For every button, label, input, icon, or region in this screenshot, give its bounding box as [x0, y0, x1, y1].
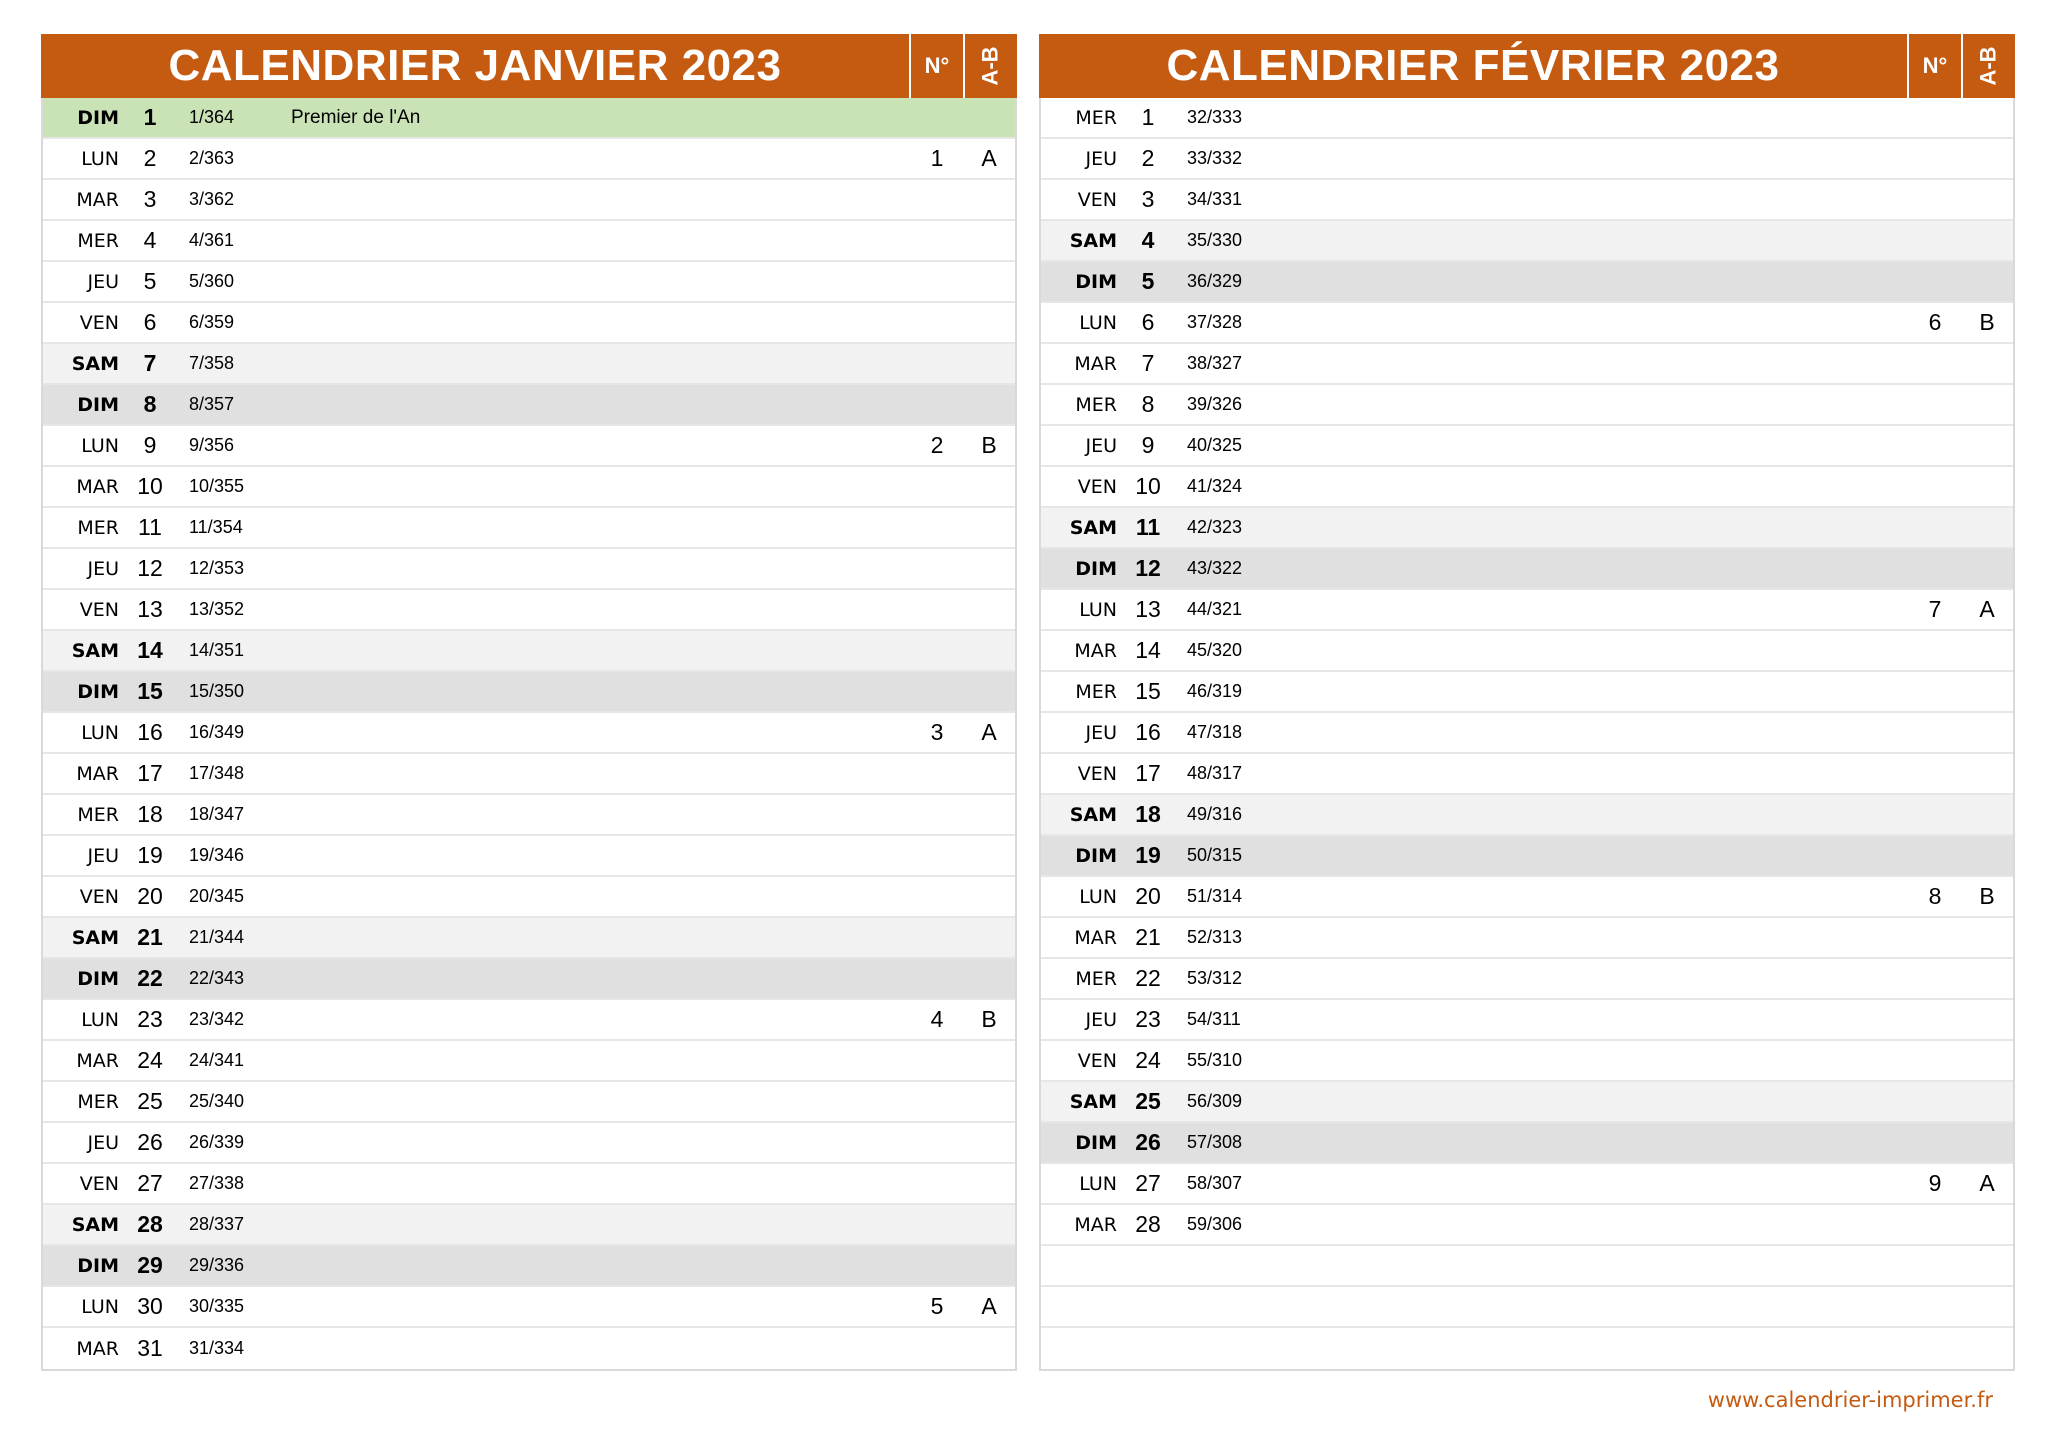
day-name: LUN	[1079, 598, 1117, 621]
day-name: LUN	[81, 147, 119, 170]
day-of-year: 2/363	[189, 148, 235, 168]
day-number: 13	[1135, 596, 1161, 622]
day-row	[1041, 467, 2013, 508]
ab-column-header	[963, 34, 1017, 98]
day-number: 7	[143, 350, 157, 376]
day-of-year: 46/319	[1187, 681, 1243, 701]
day-of-year: 33/332	[1187, 148, 1243, 168]
day-of-year: 39/326	[1187, 394, 1243, 414]
day-name: MER	[1075, 967, 1117, 990]
day-of-year: 14/351	[189, 640, 245, 660]
day-number: 17	[137, 760, 163, 786]
day-of-year: 8/357	[189, 394, 235, 414]
day-row	[43, 672, 1015, 713]
day-number: 10	[137, 473, 163, 499]
ab-column-header-label: A-B	[977, 46, 1003, 86]
day-name: SAM	[71, 639, 119, 662]
day-of-year: 3/362	[189, 189, 235, 209]
day-row	[43, 180, 1015, 221]
day-row	[43, 795, 1015, 836]
day-row	[43, 959, 1015, 1000]
day-row	[1041, 221, 2013, 262]
day-row	[1041, 1041, 2013, 1082]
day-row	[1041, 139, 2013, 180]
day-of-year: 40/325	[1187, 435, 1243, 455]
day-row	[1041, 344, 2013, 385]
day-of-year: 35/330	[1187, 230, 1243, 250]
day-name: DIM	[1075, 844, 1117, 867]
day-name: SAM	[71, 926, 119, 949]
day-row	[1041, 1205, 2013, 1246]
day-of-year: 6/359	[189, 312, 235, 332]
day-number: 20	[137, 883, 163, 909]
week-ab: B	[981, 432, 997, 458]
day-name: MAR	[76, 1049, 119, 1072]
week-number: 5	[930, 1293, 944, 1319]
day-number: 30	[137, 1293, 163, 1319]
week-number: 9	[1928, 1170, 1942, 1196]
calendar-february	[1039, 34, 2015, 1371]
day-number: 19	[137, 842, 163, 868]
day-of-year: 31/334	[189, 1338, 245, 1358]
day-row	[1041, 836, 2013, 877]
day-number: 5	[1141, 268, 1155, 294]
day-number: 12	[137, 555, 163, 581]
day-name: DIM	[77, 106, 119, 129]
day-number: 23	[137, 1006, 163, 1032]
day-name: JEU	[1085, 1008, 1117, 1031]
day-number: 11	[1135, 514, 1161, 540]
day-name: JEU	[1085, 147, 1117, 170]
day-name: SAM	[71, 352, 119, 375]
day-row	[1041, 180, 2013, 221]
day-of-year: 18/347	[189, 804, 245, 824]
day-row	[1041, 918, 2013, 959]
day-name: JEU	[87, 557, 119, 580]
day-name: MAR	[76, 762, 119, 785]
day-number: 24	[1135, 1047, 1161, 1073]
day-name: MAR	[76, 188, 119, 211]
day-of-year: 23/342	[189, 1009, 245, 1029]
day-row	[43, 508, 1015, 549]
day-name: VEN	[79, 885, 119, 908]
day-name: VEN	[79, 1172, 119, 1195]
day-row	[43, 344, 1015, 385]
day-of-year: 55/310	[1187, 1050, 1243, 1070]
day-of-year: 51/314	[1187, 886, 1243, 906]
day-number: 6	[1141, 309, 1155, 335]
day-row	[43, 1041, 1015, 1082]
day-name: SAM	[1069, 516, 1117, 539]
week-number: 1	[930, 145, 944, 171]
day-number: 25	[137, 1088, 163, 1114]
day-of-year: 47/318	[1187, 722, 1243, 742]
day-of-year: 17/348	[189, 763, 245, 783]
day-name: DIM	[77, 1254, 119, 1277]
week-number: 8	[1928, 883, 1942, 909]
week-number: 4	[930, 1006, 944, 1032]
day-number: 21	[137, 924, 163, 950]
day-name: MER	[1075, 393, 1117, 416]
day-number: 4	[143, 227, 157, 253]
day-of-year: 34/331	[1187, 189, 1243, 209]
day-number: 19	[1135, 842, 1161, 868]
day-of-year: 48/317	[1187, 763, 1243, 783]
day-row	[1041, 672, 2013, 713]
day-number: 6	[143, 309, 157, 335]
ab-column-header	[1961, 34, 2015, 98]
day-of-year: 4/361	[189, 230, 235, 250]
day-of-year: 12/353	[189, 558, 245, 578]
day-name: SAM	[71, 1213, 119, 1236]
day-row	[1041, 1082, 2013, 1123]
day-number: 27	[1135, 1170, 1161, 1196]
day-name: JEU	[1085, 434, 1117, 457]
day-number: 5	[143, 268, 157, 294]
day-name: JEU	[87, 270, 119, 293]
day-row	[1041, 1000, 2013, 1041]
day-number: 29	[137, 1252, 163, 1278]
day-row	[43, 262, 1015, 303]
day-row	[43, 385, 1015, 426]
week-number: 7	[1928, 596, 1942, 622]
day-of-year: 44/321	[1187, 599, 1243, 619]
day-of-year: 11/354	[189, 517, 243, 537]
day-of-year: 41/324	[1187, 476, 1243, 496]
day-name: MER	[1075, 680, 1117, 703]
day-of-year: 38/327	[1187, 353, 1243, 373]
day-number: 7	[1141, 350, 1155, 376]
day-row	[1041, 959, 2013, 1000]
month-title: CALENDRIER JANVIER 2023	[168, 41, 782, 90]
day-row	[43, 713, 1015, 754]
day-name: DIM	[77, 393, 119, 416]
website-link[interactable]: www.calendrier-imprimer.fr	[1707, 1388, 1993, 1412]
day-row	[1041, 549, 2013, 590]
day-number: 20	[1135, 883, 1161, 909]
day-number: 25	[1135, 1088, 1161, 1114]
day-name: JEU	[87, 1131, 119, 1154]
day-number: 22	[137, 965, 163, 991]
day-name: MAR	[1074, 639, 1117, 662]
day-name: MER	[77, 516, 119, 539]
day-row	[1041, 303, 2013, 344]
day-name: MER	[77, 229, 119, 252]
day-row	[43, 98, 1015, 139]
day-name: JEU	[87, 844, 119, 867]
week-ab: A	[981, 1293, 997, 1319]
day-name: VEN	[1077, 475, 1117, 498]
day-number: 26	[1135, 1129, 1161, 1155]
day-name: LUN	[81, 434, 119, 457]
week-ab: A	[981, 719, 997, 745]
day-row	[1041, 262, 2013, 303]
day-row	[43, 918, 1015, 959]
day-row	[43, 221, 1015, 262]
week-ab: A	[981, 145, 997, 171]
week-ab: A	[1979, 596, 1995, 622]
day-name: VEN	[79, 598, 119, 621]
day-of-year: 52/313	[1187, 927, 1243, 947]
day-number: 2	[143, 145, 157, 171]
day-of-year: 20/345	[189, 886, 245, 906]
day-number: 1	[1141, 104, 1155, 130]
day-name: LUN	[1079, 1172, 1117, 1195]
day-name: JEU	[1085, 721, 1117, 744]
day-row	[43, 1205, 1015, 1246]
day-name: LUN	[1079, 311, 1117, 334]
day-name: MER	[77, 803, 119, 826]
day-row	[1041, 754, 2013, 795]
day-of-year: 19/346	[189, 845, 245, 865]
day-row	[1041, 631, 2013, 672]
day-row	[1041, 1246, 2013, 1287]
day-name: MAR	[76, 1337, 119, 1360]
day-name: DIM	[1075, 270, 1117, 293]
day-name: LUN	[81, 1008, 119, 1031]
day-row	[43, 754, 1015, 795]
day-row	[43, 1328, 1015, 1369]
day-row	[1041, 877, 2013, 918]
day-of-year: 29/336	[189, 1255, 245, 1275]
week-ab: B	[1979, 883, 1995, 909]
day-row	[1041, 1123, 2013, 1164]
day-name: SAM	[1069, 1090, 1117, 1113]
day-name: MAR	[76, 475, 119, 498]
day-number: 28	[1135, 1211, 1161, 1237]
day-row	[43, 877, 1015, 918]
day-of-year: 15/350	[189, 681, 245, 701]
day-row	[1041, 98, 2013, 139]
day-row	[1041, 426, 2013, 467]
day-number: 4	[1141, 227, 1155, 253]
day-row	[1041, 590, 2013, 631]
day-row	[1041, 508, 2013, 549]
day-name: MER	[1075, 106, 1117, 129]
day-of-year: 9/356	[189, 435, 235, 455]
day-row	[43, 631, 1015, 672]
day-of-year: 45/320	[1187, 640, 1243, 660]
day-of-year: 53/312	[1187, 968, 1243, 988]
day-number: 27	[137, 1170, 163, 1196]
day-name: DIM	[1075, 1131, 1117, 1154]
day-number: 13	[137, 596, 163, 622]
day-of-year: 49/316	[1187, 804, 1243, 824]
day-note: Premier de l'An	[291, 106, 421, 128]
day-number: 10	[1135, 473, 1161, 499]
day-of-year: 7/358	[189, 353, 235, 373]
day-of-year: 56/309	[1187, 1091, 1243, 1111]
day-number: 22	[1135, 965, 1161, 991]
day-row	[1041, 1287, 2013, 1328]
day-number: 12	[1135, 555, 1161, 581]
day-of-year: 36/329	[1187, 271, 1243, 291]
day-number: 9	[1141, 432, 1155, 458]
day-name: VEN	[1077, 762, 1117, 785]
day-number: 8	[1141, 391, 1155, 417]
day-number: 16	[137, 719, 163, 745]
days-table	[1039, 98, 2015, 1371]
day-of-year: 1/364	[189, 107, 235, 127]
day-name: DIM	[77, 680, 119, 703]
week-number: 6	[1928, 309, 1942, 335]
day-number: 15	[137, 678, 163, 704]
day-of-year: 22/343	[189, 968, 245, 988]
day-name: SAM	[1069, 229, 1117, 252]
day-number: 3	[1141, 186, 1155, 212]
day-number: 21	[1135, 924, 1161, 950]
day-number: 24	[137, 1047, 163, 1073]
day-row	[43, 303, 1015, 344]
day-row	[1041, 713, 2013, 754]
day-of-year: 54/311	[1187, 1009, 1241, 1029]
day-number: 2	[1141, 145, 1155, 171]
week-number-column-header: N°	[909, 34, 963, 98]
day-row	[43, 1246, 1015, 1287]
day-of-year: 16/349	[189, 722, 245, 742]
day-row	[43, 549, 1015, 590]
day-number: 15	[1135, 678, 1161, 704]
day-of-year: 26/339	[189, 1132, 245, 1152]
day-name: MER	[77, 1090, 119, 1113]
day-number: 18	[1135, 801, 1161, 827]
day-of-year: 32/333	[1187, 107, 1243, 127]
day-row	[1041, 385, 2013, 426]
day-of-year: 50/315	[1187, 845, 1243, 865]
ab-column-header-label: A-B	[1975, 46, 2001, 86]
calendar-january	[41, 34, 1017, 1371]
day-row	[43, 836, 1015, 877]
week-ab: A	[1979, 1170, 1995, 1196]
day-number: 31	[137, 1335, 163, 1361]
days-table	[41, 98, 1017, 1371]
day-row	[43, 1000, 1015, 1041]
day-of-year: 59/306	[1187, 1214, 1243, 1234]
week-number: 2	[930, 432, 944, 458]
day-row	[43, 590, 1015, 631]
day-of-year: 5/360	[189, 271, 235, 291]
day-name: VEN	[1077, 1049, 1117, 1072]
day-row	[43, 1287, 1015, 1328]
day-number: 8	[143, 391, 157, 417]
day-number: 17	[1135, 760, 1161, 786]
day-name: SAM	[1069, 803, 1117, 826]
day-row	[43, 467, 1015, 508]
day-row	[1041, 1328, 2013, 1369]
day-number: 26	[137, 1129, 163, 1155]
month-header	[1039, 34, 2015, 98]
day-name: LUN	[81, 1295, 119, 1318]
day-row	[43, 139, 1015, 180]
day-name: MAR	[1074, 926, 1117, 949]
week-ab: B	[981, 1006, 997, 1032]
week-ab: B	[1979, 309, 1995, 335]
day-number: 28	[137, 1211, 163, 1237]
month-title: CALENDRIER FÉVRIER 2023	[1166, 41, 1780, 90]
month-header	[41, 34, 1017, 98]
day-number: 18	[137, 801, 163, 827]
day-name: DIM	[77, 967, 119, 990]
day-of-year: 42/323	[1187, 517, 1243, 537]
day-number: 14	[137, 637, 163, 663]
day-of-year: 25/340	[189, 1091, 245, 1111]
day-number: 9	[143, 432, 157, 458]
day-number: 3	[143, 186, 157, 212]
day-of-year: 58/307	[1187, 1173, 1243, 1193]
day-number: 11	[138, 514, 162, 540]
day-row	[43, 1082, 1015, 1123]
day-name: VEN	[79, 311, 119, 334]
day-row	[43, 1123, 1015, 1164]
day-number: 23	[1135, 1006, 1161, 1032]
day-name: VEN	[1077, 188, 1117, 211]
day-of-year: 37/328	[1187, 312, 1243, 332]
day-of-year: 10/355	[189, 476, 245, 496]
week-number-column-header: N°	[1907, 34, 1961, 98]
day-of-year: 57/308	[1187, 1132, 1243, 1152]
week-number: 3	[930, 719, 944, 745]
day-row	[43, 426, 1015, 467]
day-name: LUN	[1079, 885, 1117, 908]
day-of-year: 30/335	[189, 1296, 245, 1316]
day-name: MAR	[1074, 352, 1117, 375]
day-of-year: 13/352	[189, 599, 245, 619]
day-of-year: 21/344	[189, 927, 245, 947]
day-row	[43, 1164, 1015, 1205]
day-name: MAR	[1074, 1213, 1117, 1236]
day-name: DIM	[1075, 557, 1117, 580]
day-of-year: 43/322	[1187, 558, 1243, 578]
day-of-year: 27/338	[189, 1173, 245, 1193]
day-row	[1041, 1164, 2013, 1205]
day-number: 16	[1135, 719, 1161, 745]
day-number: 14	[1135, 637, 1161, 663]
day-of-year: 28/337	[189, 1214, 245, 1234]
day-name: LUN	[81, 721, 119, 744]
day-of-year: 24/341	[189, 1050, 245, 1070]
day-row	[1041, 795, 2013, 836]
day-number: 1	[143, 104, 157, 130]
